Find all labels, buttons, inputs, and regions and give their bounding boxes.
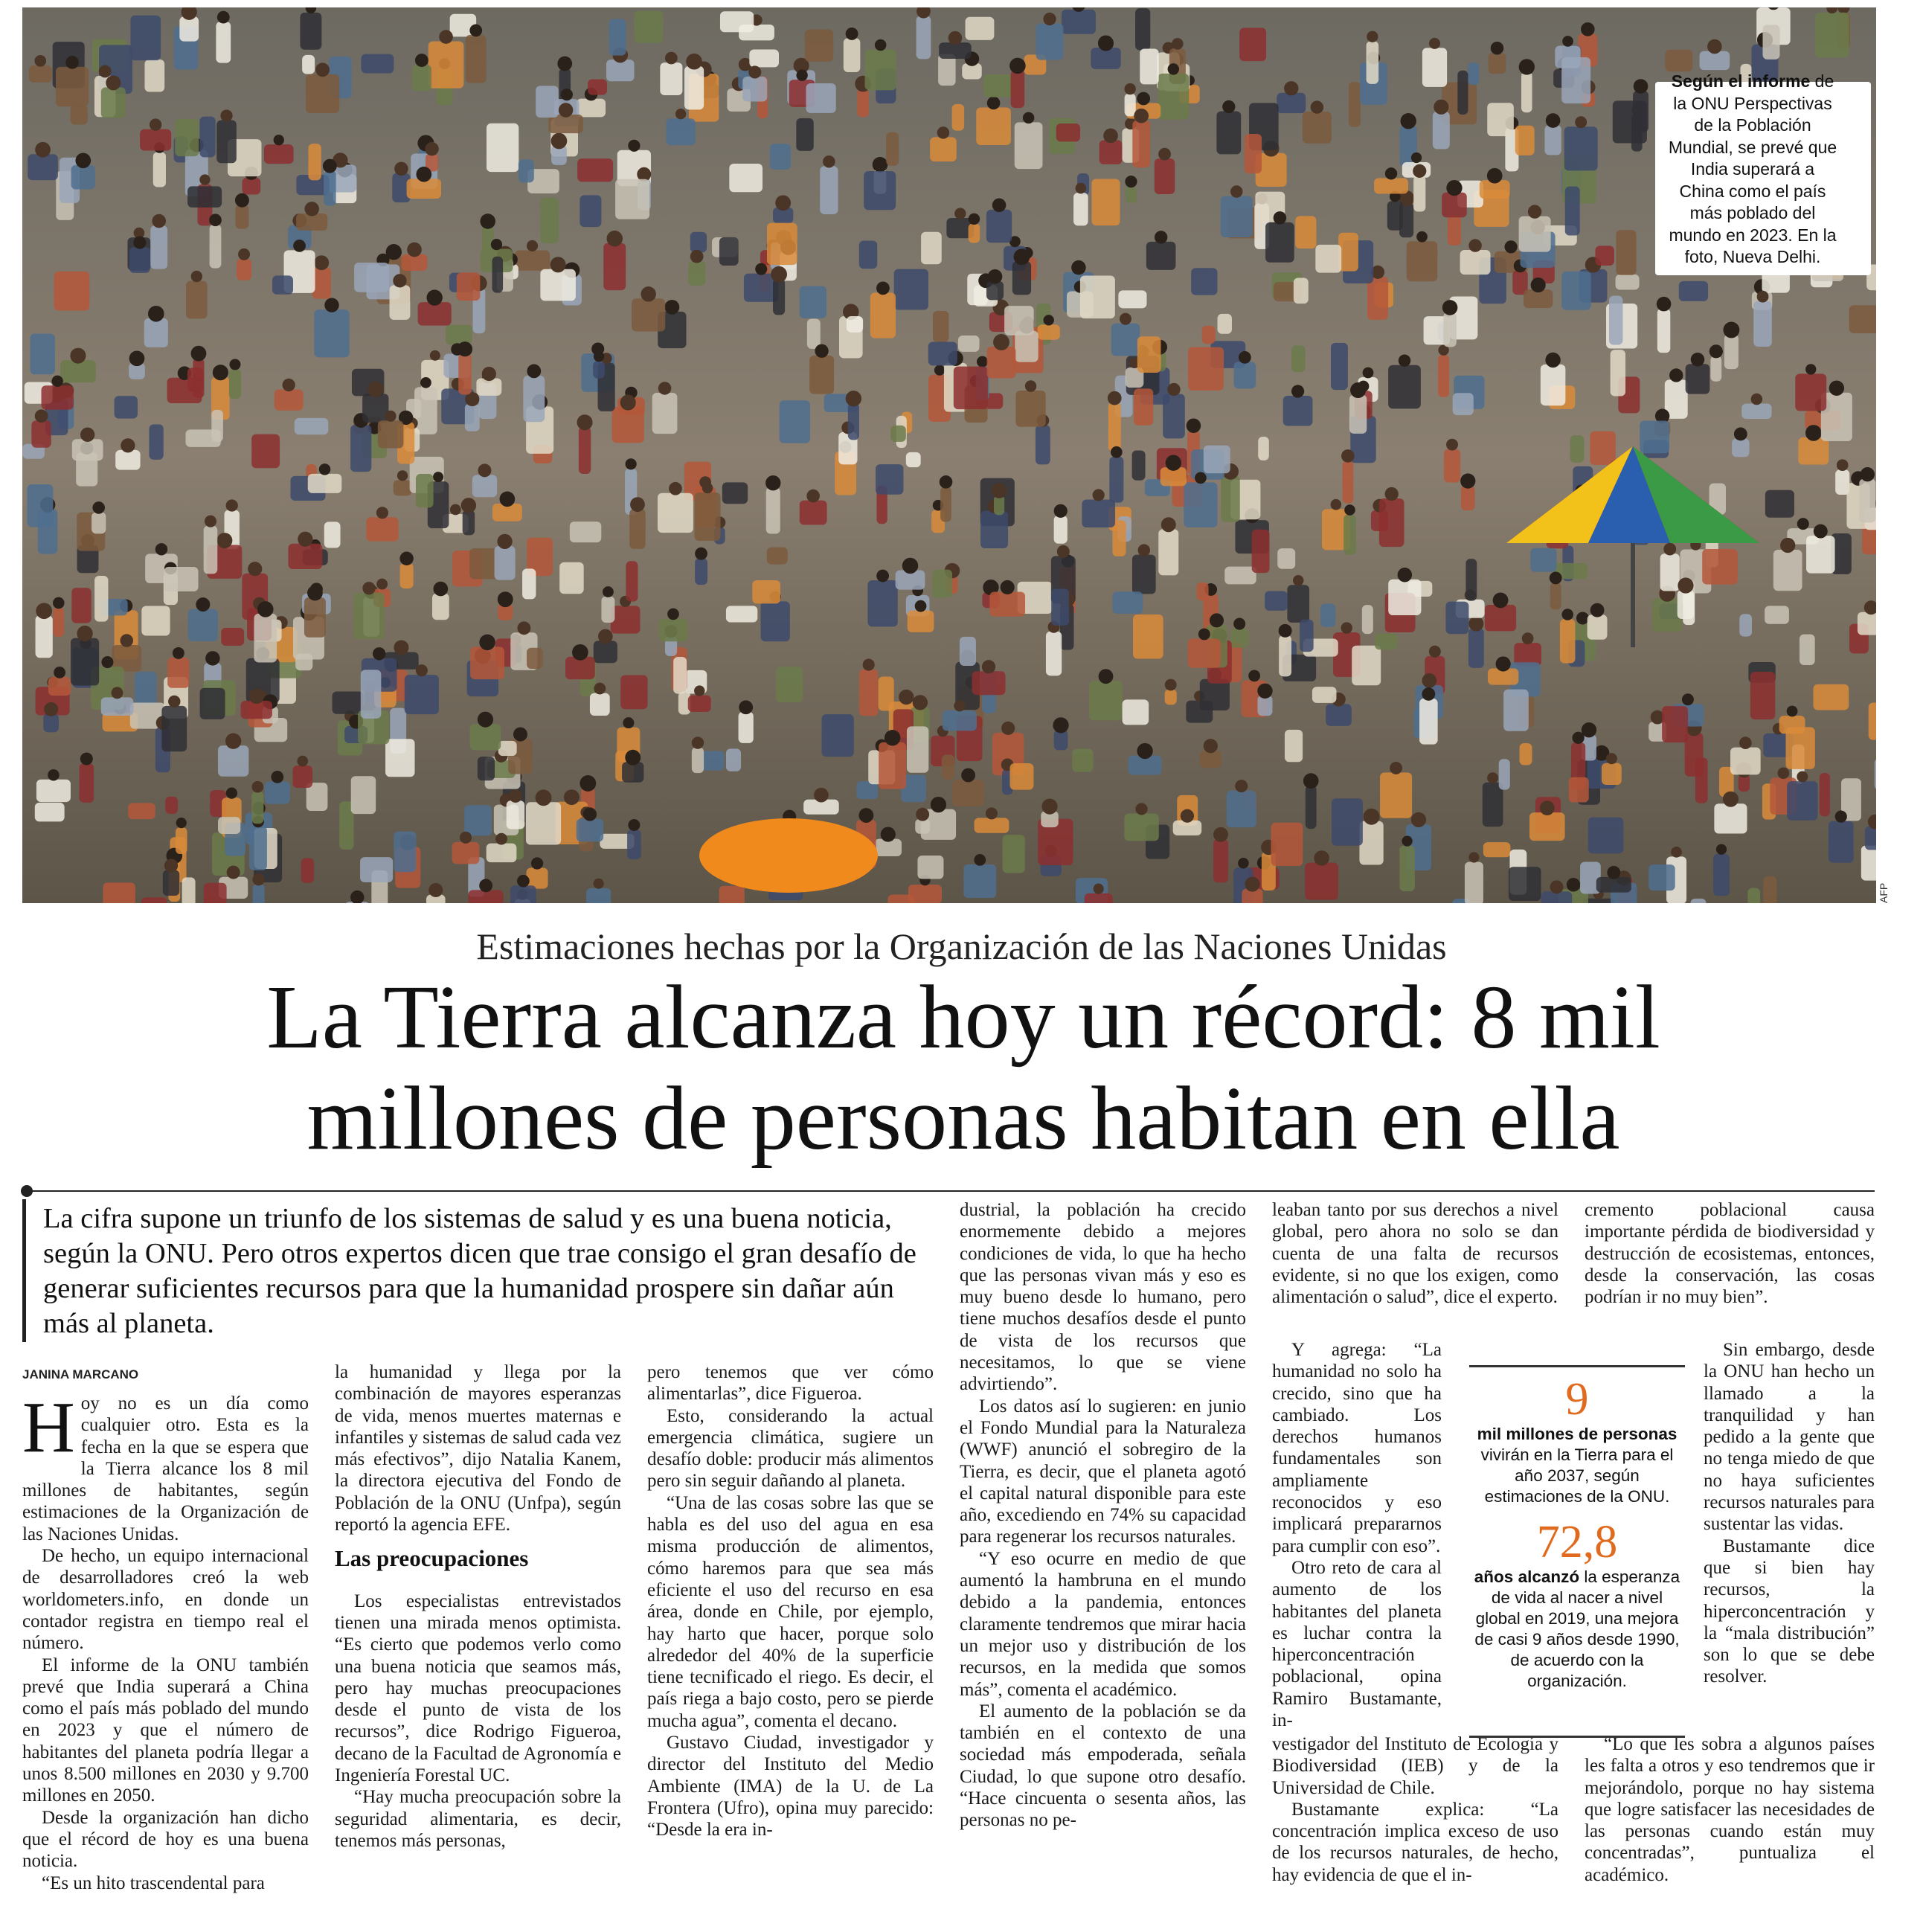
photo-credit: AFP <box>1878 882 1890 903</box>
paragraph: “Lo que les sobra a algunos países les falta a otros y eso tendremos que ir mejorándolo, porque no hay sistema que logre satisfacer las necesidades de las personas cuando están muy concentradas”, puntualiza el académico. <box>1585 1734 1875 1885</box>
subhead: Las preocupaciones <box>335 1545 529 1572</box>
stat-value: 72,8 <box>1536 1517 1618 1567</box>
paragraph: “Una de las cosas sobre las que se habla es del uso del agua en esa misma producción de alimentos, cómo haremos para que sea más eficiente el uso del recurso en esa área, donde en Chile, por ejemplo, hay harto que hacer, porque solo alrededor del 40% de la superficie tiene tecnificado el riego. Es decir, el país riega a bajo costo, pero se pierde mucha agua”, comenta el decano. <box>647 1492 934 1731</box>
paragraph: dustrial, la población ha crecido enormemente debido a mejores condiciones de vida, lo que ha hecho que las personas vivan más y eso es muy bueno desde lo humano, pero tiene muchos desafíos desde el punto de vista de los recursos que necesitamos, lo que se viene advirtiendo”. <box>960 1200 1246 1395</box>
marigold-pile <box>699 818 878 893</box>
divider <box>22 1190 1875 1192</box>
paragraph: Sin embargo, desde la ONU han hecho un llamado a la tranquilidad y han pedido a la gente que no tenga miedo de que no haya suficientes recursos naturales para sustentar las vidas. <box>1704 1340 1875 1535</box>
lead-bar <box>22 1199 26 1342</box>
crowd-photo <box>22 7 1876 903</box>
paragraph: El aumento de la población se da también en el contexto de una sociedad más empoderada, señala Ciudad, lo que supone otro desafío. “Hace cincuenta o sesenta años, las personas no pe- <box>960 1701 1246 1831</box>
stat-text: años alcanzó la esperanza de vida al nacer a nivel global en 2019, una mejora de casi 9 años desde 1990, de acuerdo con la organización. <box>1474 1567 1680 1690</box>
paragraph: De hecho, un equipo internacional de desarrolladores creó la web worldometers.info, en donde un contador registra en tiempo real el número. <box>22 1546 309 1654</box>
paragraph: Los datos así lo sugieren: en junio el Fondo Mundial para la Naturaleza (WWF) anunció el sobregiro de la Tierra, es decir, que el planeta agotó el capital natural disponible para este año, excediendo en 74% su capacidad para regenerar los recursos naturales. <box>960 1396 1246 1547</box>
paragraph: cremento poblacional causa importante pérdida de biodiversidad y destrucción de ecosistemas, entonces, desde la conservación, las cosas podrían ir no muy bien”. <box>1585 1200 1875 1308</box>
photo-caption <box>1668 71 1837 269</box>
paragraph: Desde la organización han dicho que el récord de hoy es una buena noticia. <box>22 1807 309 1872</box>
paragraph: la humanidad y llega por la combinación de mayores esperanzas de vida, menos muertes maternas e infantiles y sistemas de salud cada vez más efectivos”, dijo Natalia Kanem, la directora ejecutiva del Fondo de Población de la ONU (Unfpa), según reportó la agencia EFE. <box>335 1362 621 1535</box>
paragraph: Bustamante explica: “La concentración implica exceso de uso de los recursos naturales, de hecho, hay evidencia de que el in- <box>1272 1799 1558 1885</box>
paragraph: Hoy no es un día como cualquier otro. Esta es la fecha en la que se espera que la Tierra alcance los 8 mil millones de habitantes, según estimaciones de la Organización de las Naciones Unidas. <box>22 1387 309 1544</box>
paragraph: “Es un hito trascendental para <box>42 1872 265 1893</box>
caption-text: de la ONU Perspectivas de la Población Mundial, se prevé que India superará a China como el país más poblado del mundo en 2023. En la foto, Nueva Delhi. <box>1668 71 1837 266</box>
column-1 <box>22 1387 309 1894</box>
paragraph: Esto, considerando la actual emergencia climática, sugiere un desafío doble: producir más alimentos pero sin seguir dañando al planeta. <box>647 1405 934 1492</box>
paragraph: “Hay mucha preocupación sobre la seguridad alimentaria, es decir, tenemos más personas, <box>335 1787 621 1851</box>
column-5-narrow <box>1272 1339 1442 1731</box>
column-4 <box>960 1199 1246 1832</box>
paragraph: pero tenemos que ver cómo alimentarlas”, dice Figueroa. <box>647 1362 934 1405</box>
column-6-bottom <box>1585 1733 1875 1886</box>
paragraph: vestigador del Instituto de Ecología y Biodiversidad (IEB) y de la Universidad de Chile. <box>1272 1734 1558 1798</box>
paragraph: Los especialistas entrevistados tienen una mirada menos optimista. “Es cierto que podemos verlo como una buena noticia que seamos más, pero hay muchas preocupaciones desde el punto de vista de los recursos”, dice Rodrigo Figueroa, decano de la Facultad de Agronomía e Ingeniería Forestal UC. <box>335 1591 621 1786</box>
stat-value: 9 <box>1565 1374 1589 1425</box>
stats-box <box>1469 1365 1685 1738</box>
headline: La Tierra alcanza hoy un récord: 8 mil millones de personas habitan en ella <box>266 967 1660 1169</box>
paragraph: Gustavo Ciudad, investigador y director del Instituto del Medio Ambiente (IMA) de la U. de La Frontera (Ufro), opina muy parecido: “Desde la era in- <box>647 1733 934 1840</box>
paragraph: “Y eso ocurre en medio de que aumentó la hambruna en el mundo debido a la pandemia, entonces claramente tendremos que mirar hacia un mejor uso y distribución de los recursos, en la medida que somos más”, comenta el académico. <box>960 1548 1246 1700</box>
paragraph: El informe de la ONU también prevé que India superará a China como el país más poblado del mundo en 2023 y que el número de habitantes del planeta podría llegar a unos 8.500 millones en 2030 y 9.700 millones en 2050. <box>22 1655 309 1806</box>
drop-cap: H <box>22 1387 75 1468</box>
divider-dot <box>21 1185 33 1197</box>
column-6-narrow <box>1704 1339 1875 1688</box>
paragraph: leaban tanto por sus derechos a nivel global, pero ahora no solo se dan cuenta de una falta de recursos evidente, si no que los exigen, como alimentación o salud”, dice el experto. <box>1272 1200 1558 1308</box>
paragraph: Otro reto de cara al aumento de los habitantes del planeta es luchar contra la hiperconcentración poblacional, opina Ramiro Bustamante, in- <box>1272 1557 1442 1731</box>
byline: JANINA MARCANO <box>22 1367 139 1381</box>
kicker: Estimaciones hechas por la Organización de las Naciones Unidas <box>476 925 1447 967</box>
paragraph: Y agrega: “La humanidad no solo ha crecido, sino que ha cambiado. Los derechos humanos fundamentales son ampliamente reconocidos y eso implicará prepararnos para cumplir con eso”. <box>1272 1340 1442 1556</box>
column-5-top <box>1272 1199 1558 1308</box>
market-street-photo <box>22 7 1876 903</box>
lead-paragraph: La cifra supone un triunfo de los sistemas de salud y es una buena noticia, según la ONU. Pero otros expertos dicen que trae consigo el gran desafío de generar suficientes recursos para que la humanidad prospere sin dañar aún más al planeta. <box>43 1203 916 1339</box>
caption-bold: Según el informe <box>1671 71 1811 91</box>
column-2 <box>335 1361 621 1852</box>
paragraph: Bustamante dice que si bien hay recursos, la hiperconcentración y la “mala distribución” son lo que se debe resolver. <box>1704 1535 1875 1687</box>
column-3 <box>647 1361 934 1841</box>
column-6-top <box>1585 1199 1875 1308</box>
stat-text: mil millones de personas vivirán en la Tierra para el año 2037, según estimaciones de la ONU. <box>1477 1425 1678 1506</box>
column-5-bottom <box>1272 1733 1558 1886</box>
